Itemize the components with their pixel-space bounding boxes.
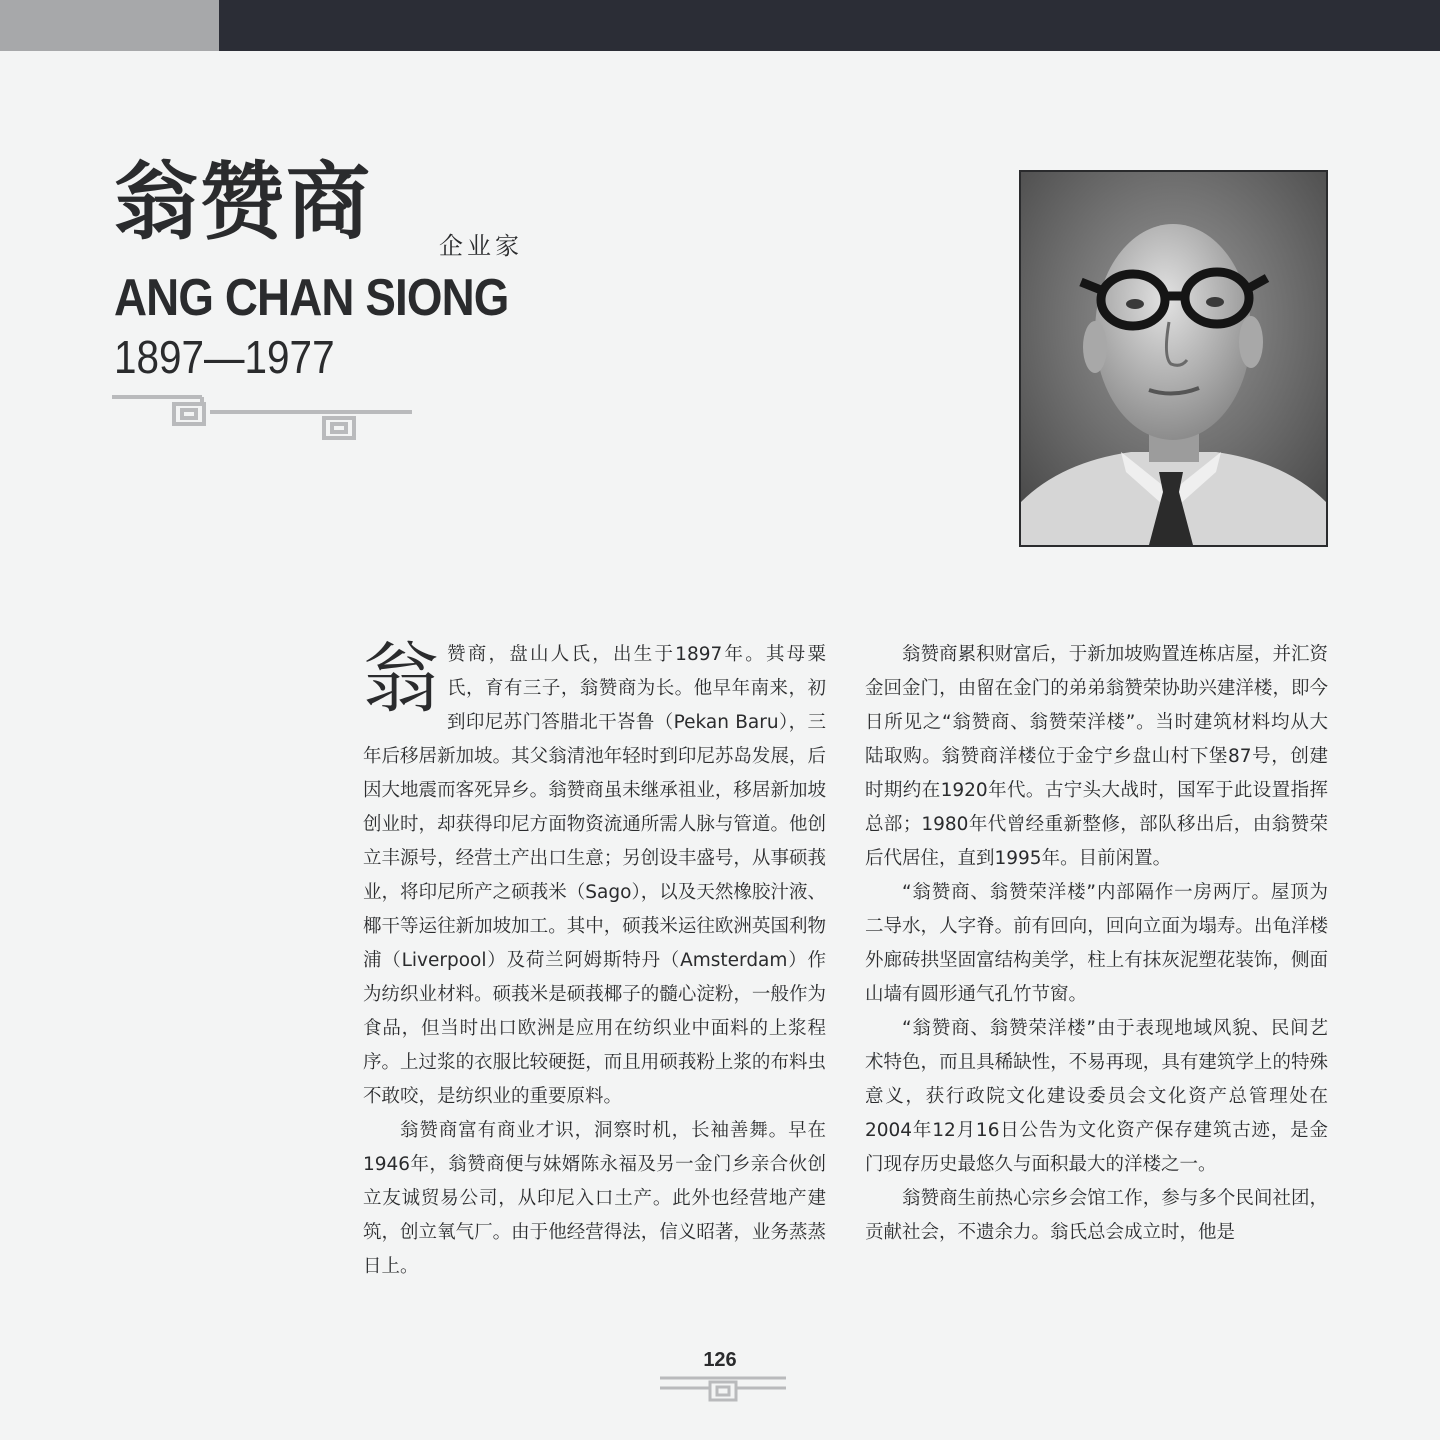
portrait-photo bbox=[1019, 170, 1328, 547]
paragraph: 翁赞商富有商业才识，洞察时机，长袖善舞。早在1946年，翁赞商便与妹婿陈永福及另一金门乡亲合伙创立友诚贸易公司，从印尼入口土产。此外也经营地产建筑，创立氧气厂。由于他经营得法，信义昭著，业务蒸蒸日上。 bbox=[363, 1120, 826, 1277]
paragraph: “翁赞商、翁赞荣洋楼”内部隔作一房两厅。屋顶为二导水，人字脊。前有回向，回向立面为塌寿。出龟洋楼外廊砖拱坚固富结构美学，柱上有抹灰泥塑花装饰，侧面山墙有圆形通气孔竹节窗。 bbox=[865, 882, 1328, 1005]
name-chinese: 翁赞商 bbox=[114, 153, 373, 251]
top-bar-accent bbox=[0, 0, 219, 51]
footer-fret-ornament-icon bbox=[660, 1374, 786, 1404]
body-column-left bbox=[363, 634, 826, 1284]
fret-ornament-icon bbox=[112, 392, 416, 442]
paragraph: 赞商，盘山人氏，出生于1897年。其母粟氏，育有三子，翁赞商为长。他早年南来，初到印尼苏门答腊北干峇鲁（Pekan Baru），三年后移居新加坡。其父翁清池年轻时到印尼苏岛发展，后因大地震而客死异乡。翁赞商虽未继承祖业，移居新加坡创业时，却获得印尼方面物资流通所需人脉与管道。他创立丰源号，经营土产出口生意；另创设丰盛号，从事硕莪业，将印尼所产之硕莪米（Sago），以及天然橡胶汁液、椰干等运往新加坡加工。其中，硕莪米运往欧洲英国利物浦（Liverpool）及荷兰阿姆斯特丹（Amsterdam）作为纺织业材料。硕莪米是硕莪椰子的髓心淀粉，一般作为食品，但当时出口欧洲是应用在纺织业中面料的上浆程序。上过浆的衣服比较硬挺，而且用硕莪粉上浆的布料虫不敢咬，是纺织业的重要原料。 bbox=[363, 644, 826, 1107]
paragraph: 翁赞商累积财富后，于新加坡购置连栋店屋，并汇资金回金门，由留在金门的弟弟翁赞荣协助兴建洋楼，即今日所见之“翁赞商、翁赞荣洋楼”。当时建筑材料均从大陆取购。翁赞商洋楼位于金宁乡盘山村下堡87号，创建时期约在1920年代。古宁头大战时，国军于此设置指挥总部；1980年代曾经重新整修，部队移出后，由翁赞荣后代居住，直到1995年。目前闲置。 bbox=[865, 644, 1328, 869]
top-bar bbox=[219, 0, 1440, 51]
name-english: ANG CHAN SIONG bbox=[114, 269, 509, 327]
paragraph: “翁赞商、翁赞荣洋楼”由于表现地域风貌、民间艺术特色，而且具稀缺性，不易再现，具有建筑学上的特殊意义，获行政院文化建设委员会文化资产总管理处在2004年12月16日公告为文化资产保存建筑古迹，是金门现存历史最悠久与面积最大的洋楼之一。 bbox=[865, 1018, 1328, 1175]
life-years: 1897—1977 bbox=[114, 331, 335, 383]
role-label: 企业家 bbox=[439, 232, 523, 260]
paragraph: 翁赞商生前热心宗乡会馆工作，参与多个民间社团，贡献社会，不遗余力。翁氏总会成立时，他是 bbox=[865, 1188, 1328, 1243]
page-number: 126 bbox=[703, 1349, 737, 1371]
body-column-right bbox=[865, 638, 1328, 1250]
drop-cap: 翁 bbox=[363, 634, 439, 723]
